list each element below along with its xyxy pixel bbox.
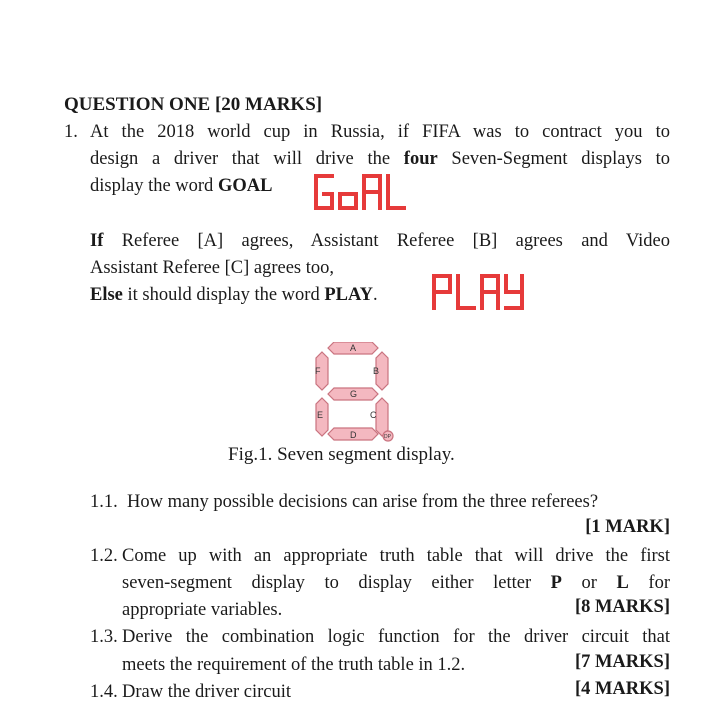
subq-1-1-marks: [1 MARK] (585, 517, 670, 537)
play-letter-p (434, 276, 450, 308)
segment-c (376, 398, 388, 436)
subq-1-1-number: 1.1. (90, 492, 118, 512)
segment-f-label: F (315, 366, 321, 376)
goal-letter-a (364, 176, 380, 208)
cond-line2: Assistant Referee [C] agrees too, (90, 258, 335, 278)
subq-1-4-marks: [4 MARKS] (574, 679, 670, 699)
figure-caption: Fig.1. Seven segment display. (228, 444, 455, 465)
segment-a-label: A (350, 343, 357, 353)
play-letter-y (506, 276, 522, 308)
question-title: QUESTION ONE [20 MARKS] (64, 94, 323, 115)
seven-segment-figure (310, 342, 396, 442)
segment-d-label: D (350, 430, 357, 440)
q1-line1: At the 2018 world cup in Russia, if FIFA was to contract you to (90, 122, 670, 142)
play-letter-a (482, 276, 498, 308)
subq-1-1-text: How many possible decisions can arise from the three referees? (127, 492, 599, 512)
subq-1-2-marks: [8 MARKS] (574, 597, 670, 617)
cond-line3: Else it should display the word PLAY. (90, 285, 378, 305)
subq-1-3-number: 1.3. (90, 627, 118, 647)
subq-1-3-line2: meets the requirement of the truth table in 1.2. (122, 655, 466, 675)
segment-g-label: G (350, 389, 358, 399)
segment-c-label: C (370, 410, 377, 420)
subq-1-2-line2: seven-segment display to display either letter P or L for (122, 573, 670, 593)
goal-letter-l (388, 176, 404, 208)
subq-1-3-line1: Derive the combination logic function for the driver circuit that (122, 627, 670, 647)
subq-1-4-number: 1.4. (90, 682, 118, 702)
cond-line1: If Referee [A] agrees, Assistant Referee [B] agrees and Video (90, 231, 670, 251)
subq-1-3-marks: [7 MARKS] (574, 652, 670, 672)
subq-1-2-line3: appropriate variables. (122, 600, 283, 620)
play-seven-segment-display (430, 272, 526, 312)
play-letter-l (458, 276, 474, 308)
subq-1-4-text: Draw the driver circuit (122, 682, 291, 702)
subq-1-2-line1: Come up with an appropriate truth table that will drive the first (122, 546, 670, 566)
goal-seven-segment-display (312, 172, 408, 212)
q1-line2: design a driver that will drive the four Seven-Segment displays to (90, 149, 670, 169)
q1-number: 1. (64, 122, 78, 142)
segment-e-label: E (317, 410, 324, 420)
segment-dp-label: DP (384, 434, 391, 440)
goal-letter-g (316, 176, 332, 208)
subq-1-2-number: 1.2. (90, 546, 118, 566)
segment-b-label: B (373, 366, 380, 376)
q1-line3: display the word GOAL (90, 176, 273, 196)
goal-letter-o (340, 194, 356, 208)
